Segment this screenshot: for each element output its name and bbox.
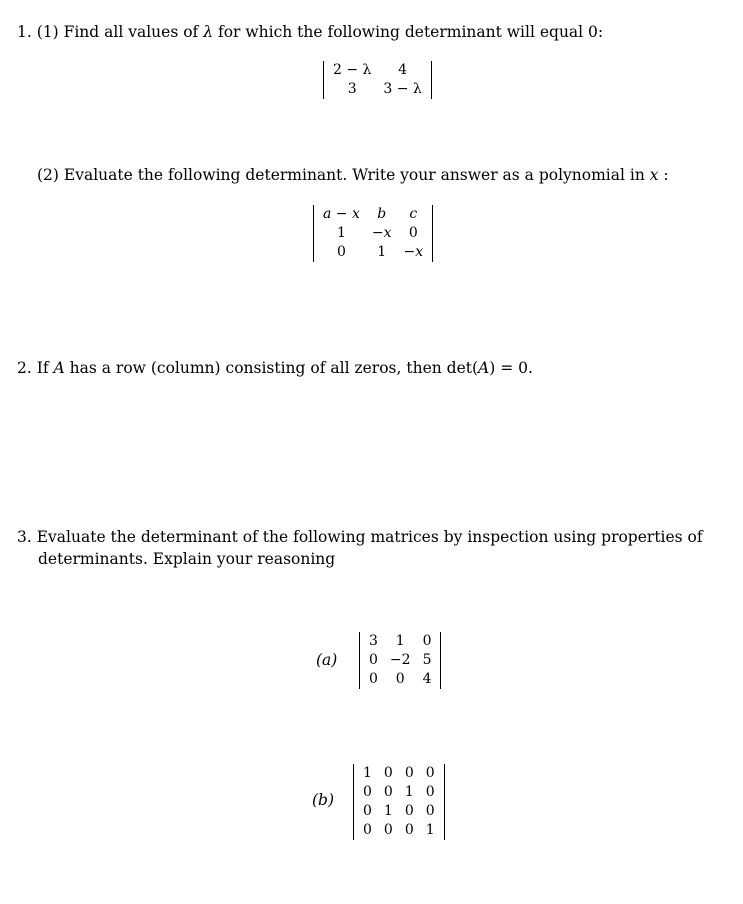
q3-prompt-line1: 3. Evaluate the determinant of the following matrices by inspection using properties of — [17, 528, 703, 546]
q1-part2-prompt: (2) Evaluate the following determinant. Write your answer as a polynomial in x : — [37, 166, 669, 184]
matrix-cell: 5 — [422, 652, 432, 668]
matrix-cell: 1 — [404, 784, 414, 800]
q3b-label: (b) — [312, 791, 335, 809]
matrix-row — [317, 205, 429, 224]
matrix-row — [327, 80, 428, 99]
matrix-row — [357, 821, 441, 840]
matrix-cell: 1 — [395, 633, 405, 649]
matrix-cell: 4 — [422, 671, 432, 687]
q3a-label: (a) — [316, 651, 338, 669]
matrix-cell: 0 — [425, 784, 435, 800]
matrix-row — [357, 764, 441, 783]
q3-prompt-line2: determinants. Explain your reasoning — [38, 550, 336, 568]
matrix-cell: c — [409, 206, 418, 222]
matrix-cell: 0 — [363, 803, 372, 819]
matrix-cell: 1 — [425, 822, 435, 838]
matrix-cell: 0 — [363, 822, 372, 838]
matrix-cell: 4 — [398, 62, 408, 78]
q3a-determinant — [359, 632, 441, 689]
matrix-cell: 0 — [383, 822, 393, 838]
q1-part2-determinant — [313, 205, 433, 262]
matrix-cell: 0 — [369, 671, 378, 687]
matrix-row — [327, 61, 428, 80]
matrix-cell: 0 — [425, 803, 435, 819]
matrix-cell: −2 — [389, 652, 411, 668]
matrix-cell: 0 — [383, 784, 393, 800]
matrix-cell: 1 — [363, 765, 372, 781]
matrix-cell: 0 — [404, 765, 414, 781]
q1-part1-prompt: 1. (1) Find all values of λ for which the following determinant will equal 0: — [17, 23, 604, 41]
matrix-cell: −x — [371, 225, 392, 241]
matrix-cell: 3 — [347, 81, 357, 97]
q2-statement: 2. If A has a row (column) consisting of all zeros, then det(A) = 0. — [17, 359, 533, 377]
matrix-cell: b — [377, 206, 387, 222]
matrix-row — [357, 802, 441, 821]
q1-part1-determinant — [323, 61, 432, 99]
q3b-determinant — [353, 764, 445, 840]
matrix-cell: 0 — [395, 671, 405, 687]
matrix-row — [363, 632, 437, 651]
matrix-cell: 0 — [336, 244, 346, 260]
matrix-row — [317, 243, 429, 262]
matrix-cell: 0 — [408, 225, 418, 241]
matrix-cell: 1 — [377, 244, 387, 260]
matrix-cell: 0 — [425, 765, 435, 781]
matrix-cell: 3 — [369, 633, 378, 649]
matrix-cell: 1 — [336, 225, 346, 241]
matrix-cell: 2 − λ — [333, 62, 372, 78]
matrix-row — [363, 651, 437, 670]
matrix-cell: 0 — [404, 803, 414, 819]
matrix-row — [363, 670, 437, 689]
matrix-cell: −x — [403, 244, 424, 260]
matrix-cell: 3 − λ — [383, 81, 422, 97]
matrix-cell: 1 — [383, 803, 393, 819]
matrix-cell: 0 — [383, 765, 393, 781]
matrix-cell: 0 — [369, 652, 378, 668]
matrix-cell: 0 — [404, 822, 414, 838]
matrix-row — [317, 224, 429, 243]
matrix-cell: 0 — [363, 784, 372, 800]
matrix-cell: a − x — [323, 206, 360, 222]
matrix-cell: 0 — [422, 633, 432, 649]
matrix-row — [357, 783, 441, 802]
